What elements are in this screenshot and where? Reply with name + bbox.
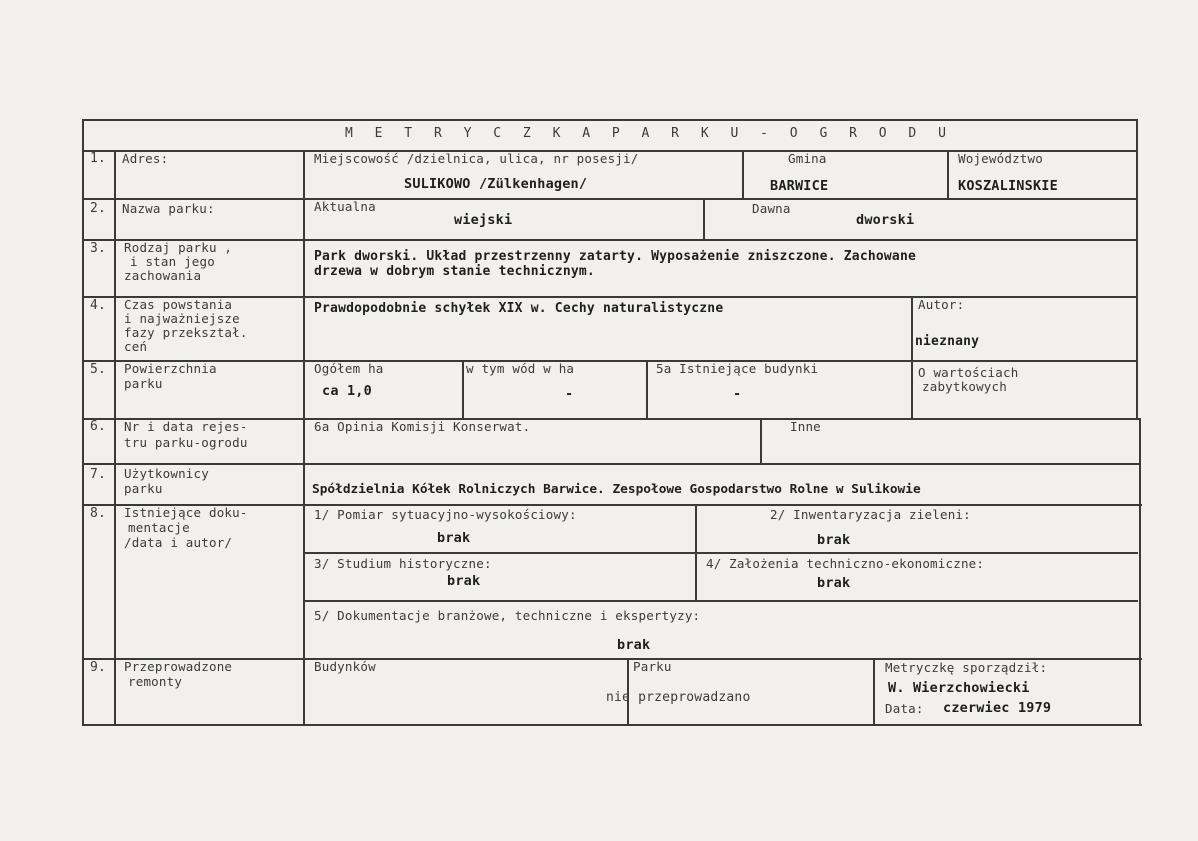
dawna-value: dworski xyxy=(856,212,915,228)
rule xyxy=(82,360,1137,362)
rule xyxy=(646,360,648,418)
rule xyxy=(82,119,1137,121)
rule xyxy=(760,418,762,463)
ogolem-value: ca 1,0 xyxy=(322,383,372,399)
autor-label: Autor: xyxy=(918,297,965,312)
rule xyxy=(82,239,1137,241)
rule xyxy=(82,463,1140,465)
row-2-number: 2. xyxy=(90,201,107,216)
rule xyxy=(873,658,875,725)
doc-2-value: brak xyxy=(817,532,851,548)
rule xyxy=(82,198,1137,200)
rule xyxy=(742,150,744,198)
parku-value: nie przeprowadzano xyxy=(606,690,751,705)
row-9-label-line-1: Przeprowadzone xyxy=(124,659,233,674)
miejscowosc-value: SULIKOWO /Zülkenhagen/ xyxy=(404,176,588,192)
row-3-number: 3. xyxy=(90,241,107,256)
gmina-label: Gmina xyxy=(788,151,827,166)
parku-label: Parku xyxy=(633,659,672,674)
row-6-number: 6. xyxy=(90,419,107,434)
row-3-label-line-3: zachowania xyxy=(124,268,202,283)
row-4-number: 4. xyxy=(90,298,107,313)
row-7-number: 7. xyxy=(90,467,107,482)
rule xyxy=(462,360,464,418)
row-6-label-line-2: tru parku-ogrodu xyxy=(124,435,248,450)
doc-5-label: 5/ Dokumentacje branżowe, techniczne i ekspertyzy: xyxy=(314,608,701,623)
row-4-label-line-3: fazy przekształ. xyxy=(124,325,248,340)
aktualna-value: wiejski xyxy=(454,212,513,228)
opinia-label: 6a Opinia Komisji Konserwat. xyxy=(314,419,531,434)
form-title: M E T R Y C Z K A P A R K U - O G R O D U xyxy=(345,126,953,141)
row-4-label-line-1: Czas powstania xyxy=(124,297,233,312)
row-8-label-line-3: /data i autor/ xyxy=(124,535,233,550)
wartosci-label-line-2: zabytkowych xyxy=(922,379,1007,394)
doc-1-value: brak xyxy=(437,530,471,546)
row-5-label-line-2: parku xyxy=(124,376,163,391)
doc-4-label: 4/ Założenia techniczno-ekonomiczne: xyxy=(706,556,985,571)
wartosci-label-line-1: O wartościach xyxy=(918,365,1019,380)
rule xyxy=(695,504,697,600)
miejscowosc-label: Miejscowość /dzielnica, ulica, nr posesji/ xyxy=(314,151,639,166)
doc-4-value: brak xyxy=(817,575,851,591)
rule xyxy=(82,724,1142,726)
row-8-label-line-1: Istniejące doku- xyxy=(124,505,248,520)
row-9-number: 9. xyxy=(90,660,107,675)
wojewodztwo-label: Województwo xyxy=(958,151,1043,166)
row-7-label-line-1: Użytkownicy xyxy=(124,466,209,481)
rule xyxy=(911,296,913,360)
budynki-label: 5a Istniejące budynki xyxy=(656,361,819,376)
row-7-text: Spółdzielnia Kółek Rolniczych Barwice. Zespołowe Gospodarstwo Rolne w Sulikowie xyxy=(312,482,921,497)
sporzadzil-value: W. Wierzchowiecki xyxy=(888,680,1030,696)
doc-2-label: 2/ Inwentaryzacja zieleni: xyxy=(770,507,971,522)
wod-value: - xyxy=(565,386,574,402)
ogolem-label: Ogółem ha xyxy=(314,361,384,376)
row-3-label-line-1: Rodzaj parku , xyxy=(124,240,233,255)
rule xyxy=(114,150,116,725)
row-8-number: 8. xyxy=(90,506,107,521)
rule xyxy=(703,198,705,239)
row-5-number: 5. xyxy=(90,362,107,377)
rule xyxy=(1136,119,1138,419)
row-3-text-line-2: drzewa w dobrym stanie technicznym. xyxy=(314,264,595,279)
sporzadzil-label: Metryczkę sporządził: xyxy=(885,660,1048,675)
doc-3-label: 3/ Studium historyczne: xyxy=(314,556,492,571)
inne-label: Inne xyxy=(790,419,821,434)
dawna-label: Dawna xyxy=(752,201,791,216)
rule xyxy=(1139,418,1141,725)
wod-label: w tym wód w ha xyxy=(466,361,575,376)
row-1-label: Adres: xyxy=(122,151,169,166)
gmina-value: BARWICE xyxy=(770,178,829,194)
autor-value: nieznany xyxy=(915,334,980,349)
rule xyxy=(911,360,913,418)
rule xyxy=(947,150,949,198)
budynki-value: - xyxy=(733,386,742,402)
row-3-text-line-1: Park dworski. Układ przestrzenny zatarty. Wyposażenie zniszczone. Zachowane xyxy=(314,249,916,264)
row-5-label-line-1: Powierzchnia xyxy=(124,361,217,376)
data-value: czerwiec 1979 xyxy=(943,700,1052,716)
row-7-label-line-2: parku xyxy=(124,481,163,496)
row-8-label-line-2: mentacje xyxy=(128,520,190,535)
data-label: Data: xyxy=(885,701,924,716)
doc-5-value: brak xyxy=(617,637,651,653)
row-4-label-line-4: ceń xyxy=(124,339,148,354)
row-9-label-line-2: remonty xyxy=(128,674,183,689)
rule xyxy=(303,150,305,725)
rule xyxy=(303,552,1138,554)
row-1-number: 1. xyxy=(90,151,107,166)
doc-1-label: 1/ Pomiar sytuacyjno-wysokościowy: xyxy=(314,507,577,522)
budynkow-label: Budynków xyxy=(314,659,376,674)
row-4-label-line-2: i najważniejsze xyxy=(124,311,240,326)
row-2-label: Nazwa parku: xyxy=(122,201,215,216)
rule xyxy=(303,600,1138,602)
row-6-label-line-1: Nr i data rejes- xyxy=(124,419,248,434)
rule xyxy=(82,296,1137,298)
wojewodztwo-value: KOSZALINSKIE xyxy=(958,178,1058,194)
aktualna-label: Aktualna xyxy=(314,199,376,214)
row-4-text: Prawdopodobnie schyłek XIX w. Cechy naturalistyczne xyxy=(314,301,724,316)
doc-3-value: brak xyxy=(447,573,481,589)
rule xyxy=(82,119,84,725)
row-3-label-line-2: i stan jego xyxy=(130,254,215,269)
